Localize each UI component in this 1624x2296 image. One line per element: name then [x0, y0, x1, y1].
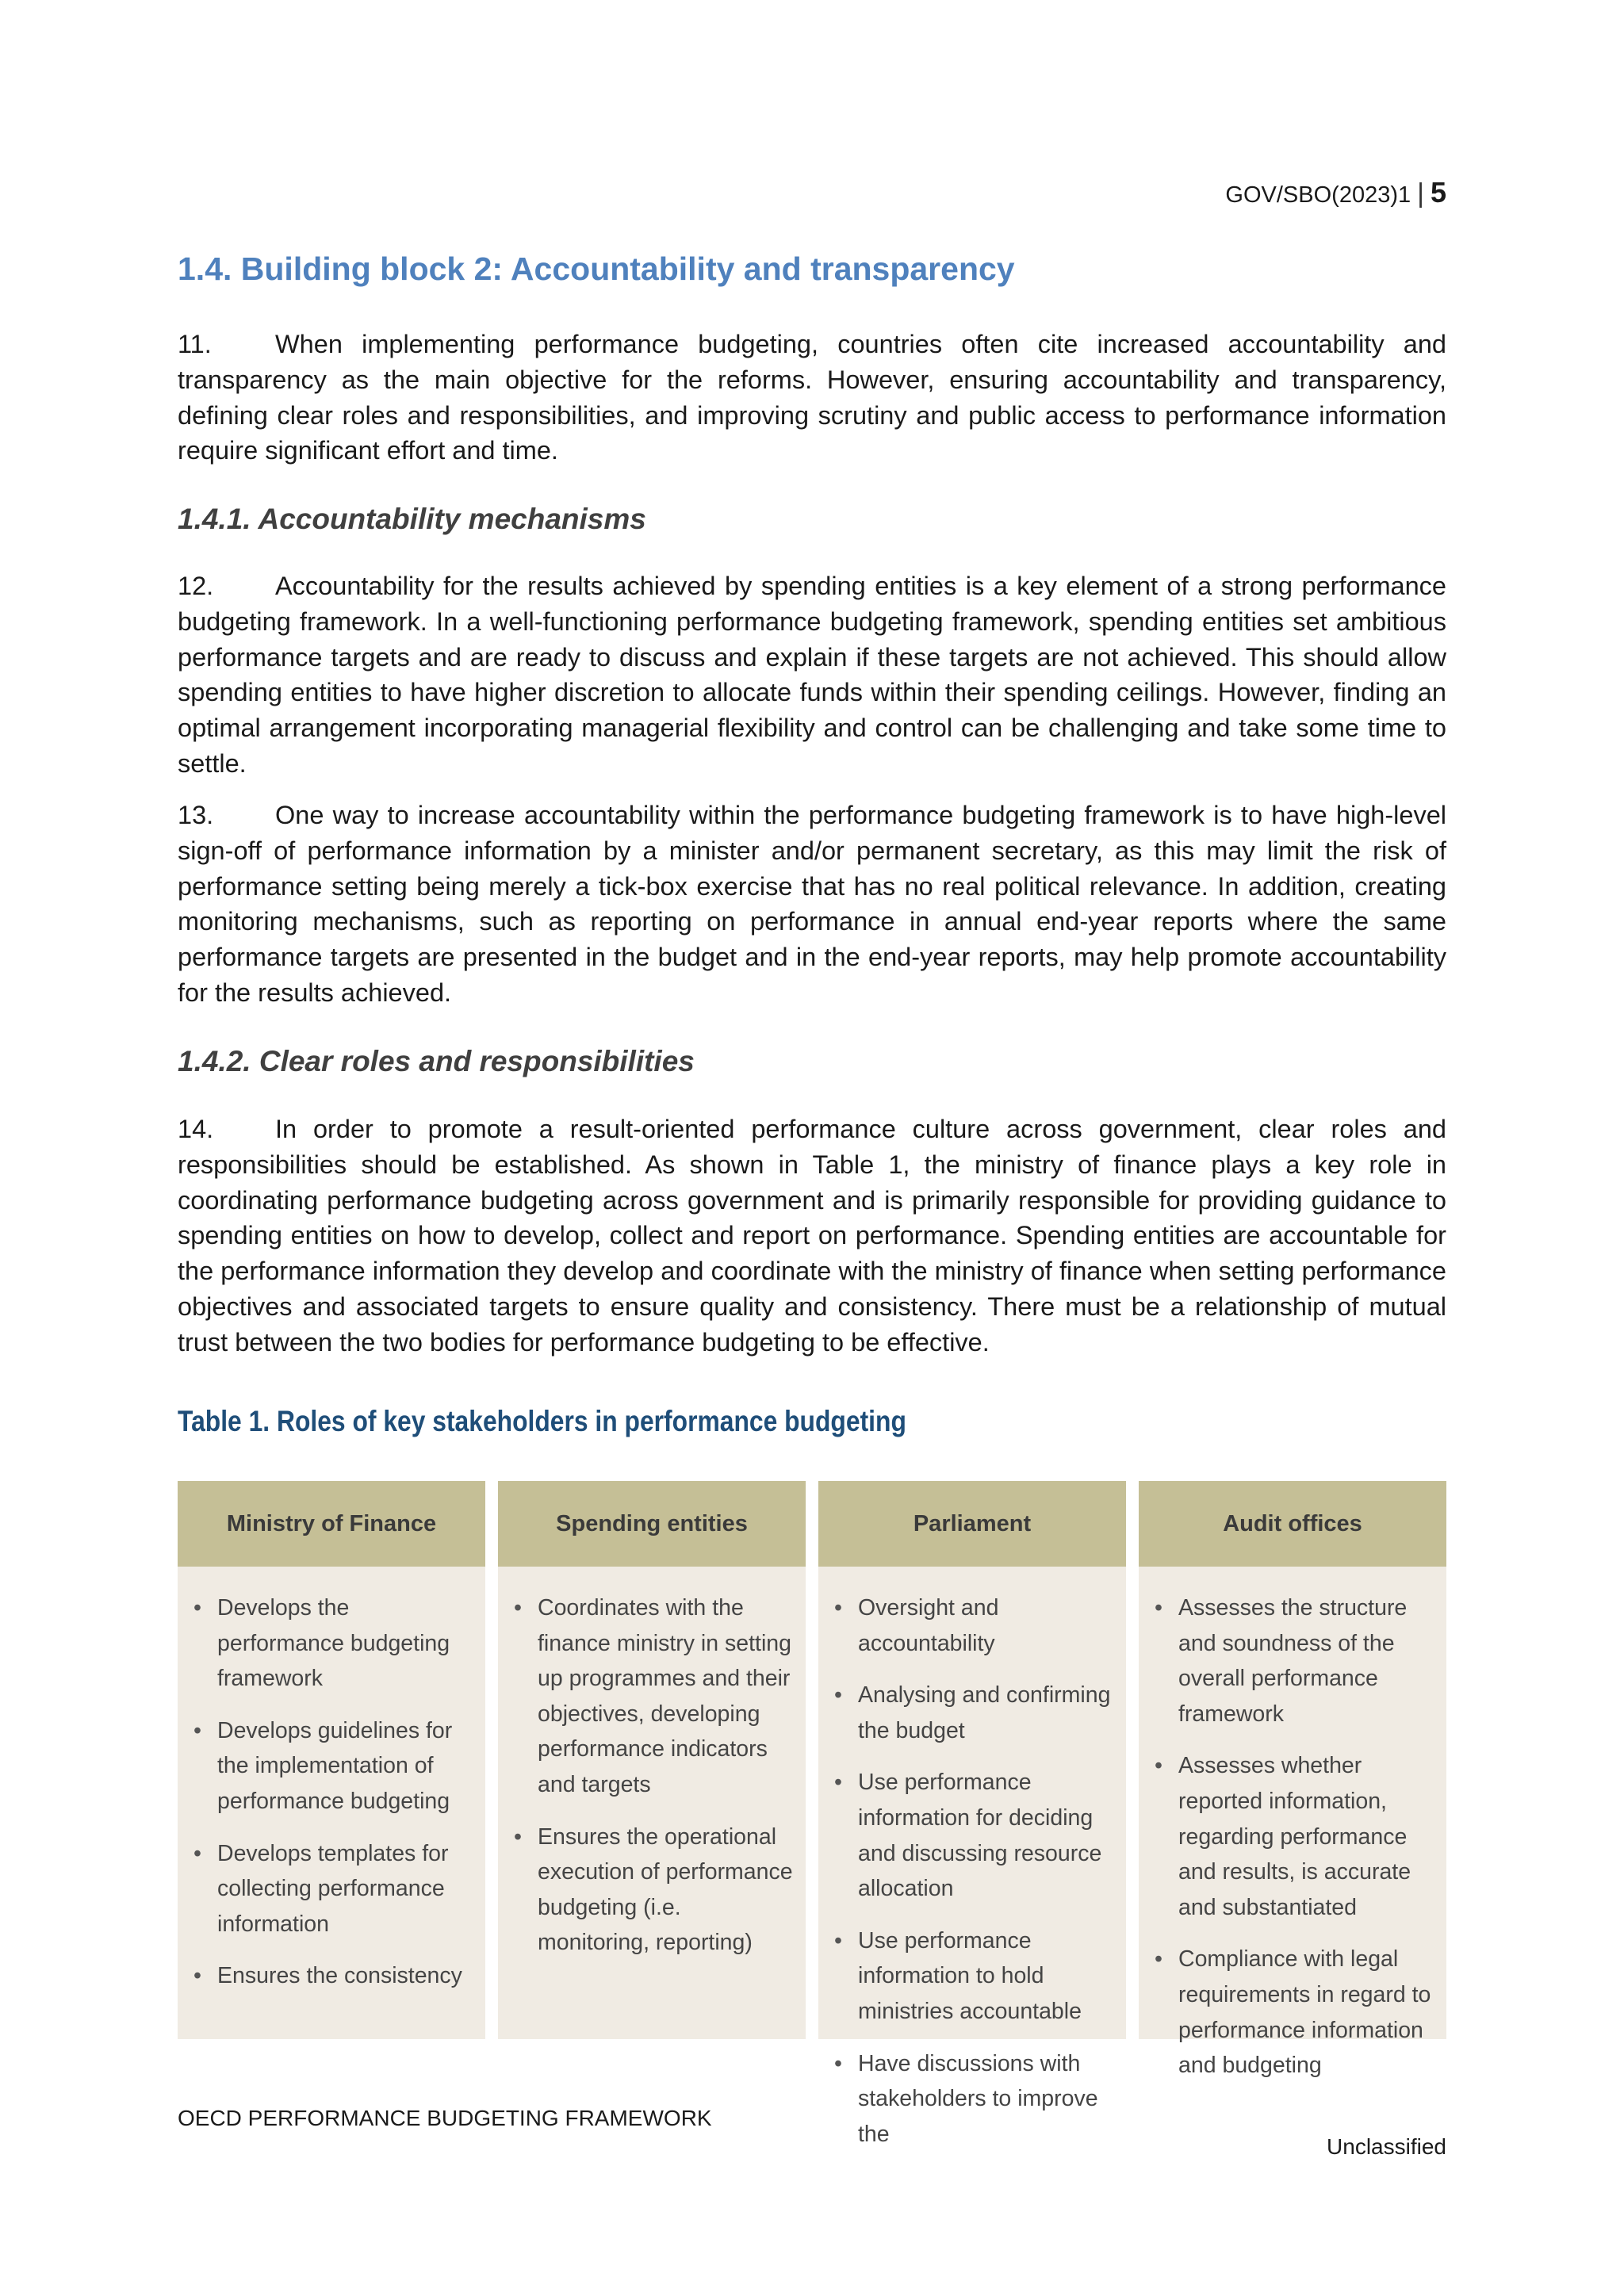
list-item: • Use performance information for deciding and discussing resource allocation [834, 1765, 1113, 1906]
subheading-accountability-mechanisms: 1.4.1. Accountability mechanisms [178, 503, 646, 535]
table-title: Table 1. Roles of key stakeholders in performance budgeting [178, 1405, 906, 1437]
list-item: • Analysing and confirming the budget [834, 1678, 1113, 1748]
paragraph-number: 12. [178, 572, 214, 600]
document-reference: GOV/SBO(2023)1 [1225, 182, 1411, 208]
list-item: • Compliance with legal requirements in regard to performance information and budgeting [1155, 1942, 1434, 2083]
paragraph-text: In order to promote a result-oriented performance culture across government, clear roles and responsibilities should be established. As shown in Table 1, the ministry of finance plays a key role in coordinating performance budgeting across government and is primarily responsible for providing guidance to spending entities on how to develop, collect and report on performance. Spending entities are accountable for the performance information they develop and coordinate with the ministry of finance when setting performance objectives and associated targets to ensure quality and consistency. There must be a relationship of mutual trust between the two bodies for performance budgeting to be effective. [178, 1115, 1446, 1357]
role-list [818, 1567, 1126, 2168]
header-separator: | [1417, 178, 1424, 209]
paragraph-text: When implementing performance budgeting, countries often cite increased accountability and transparency as the main objective for the reforms. However, ensuring accountability and transparency, defining clear roles and responsibilities, and improving scrutiny and public access to performance information require significant effort and time. [178, 330, 1446, 465]
list-item: • Assesses whether reported information, regarding performance and results, is accurate and substantiated [1155, 1748, 1434, 1925]
paragraph-text: One way to increase accountability within the performance budgeting framework is to have high-level sign-off of performance information by a minister and/or permanent secretary, as this may limit the risk of performance setting being merely a tick-box exercise that has no real political relevance. In addition, creating monitoring mechanisms, such as reporting on performance in annual end-year reports where the same performance targets are presented in the budget and in the end-year reports, may help promote accountability for the results achieved. [178, 801, 1446, 1007]
list-item: • Develops guidelines for the implementation of performance budgeting [193, 1713, 473, 1820]
list-item: • Ensures the consistency [193, 1958, 473, 1994]
list-item: • Assesses the structure and soundness of the overall performance framework [1155, 1590, 1434, 1732]
table-column-parliament [818, 1481, 1126, 2147]
paragraph-11 [178, 327, 1446, 469]
table-column-ministry-of-finance [178, 1481, 485, 2039]
paragraph-number: 14. [178, 1115, 214, 1143]
footer-document-title: OECD PERFORMANCE BUDGETING FRAMEWORK [178, 2106, 712, 2130]
role-list [178, 1567, 485, 2011]
table-column-spending-entities [498, 1481, 806, 2039]
page-number: 5 [1430, 176, 1446, 209]
paragraph-13 [178, 798, 1446, 1011]
paragraph-number: 13. [178, 801, 214, 829]
role-list [1139, 1567, 1446, 2100]
column-header: Audit offices [1139, 1481, 1446, 1567]
table-column-audit-offices [1139, 1481, 1446, 2079]
section-heading: 1.4. Building block 2: Accountability and transparency [178, 251, 1015, 287]
running-header [1225, 176, 1446, 209]
list-item: • Use performance information to hold ministries accountable [834, 1923, 1113, 2030]
column-header: Ministry of Finance [178, 1481, 485, 1567]
paragraph-text: Accountability for the results achieved by spending entities is a key element of a strong performance budgeting framework. In a well-functioning performance budgeting framework, spending entities set ambitious performance targets and are ready to discuss and explain if these targets are not achieved. This should allow spending entities to have higher discretion to allocate funds within their spending ceilings. However, finding an optimal arrangement incorporating managerial flexibility and control can be challenging and take some time to settle. [178, 572, 1446, 778]
list-item: • Have discussions with stakeholders to improve the [834, 2046, 1113, 2152]
paragraph-number: 11. [178, 330, 212, 358]
column-header: Parliament [818, 1481, 1126, 1567]
subheading-clear-roles: 1.4.2. Clear roles and responsibilities [178, 1045, 695, 1077]
paragraph-12 [178, 568, 1446, 782]
role-list [498, 1567, 806, 1977]
list-item: • Develops templates for collecting performance information [193, 1836, 473, 1942]
list-item: • Ensures the operational execution of performance budgeting (i.e. monitoring, reporting) [514, 1820, 793, 1961]
footer-classification: Unclassified [1327, 2134, 1446, 2159]
column-header: Spending entities [498, 1481, 806, 1567]
list-item: • Develops the performance budgeting framework [193, 1590, 473, 1697]
list-item: • Coordinates with the finance ministry in setting up programmes and their objectives, developing performance indicators and targets [514, 1590, 793, 1803]
paragraph-14 [178, 1112, 1446, 1360]
list-item: • Oversight and accountability [834, 1590, 1113, 1661]
